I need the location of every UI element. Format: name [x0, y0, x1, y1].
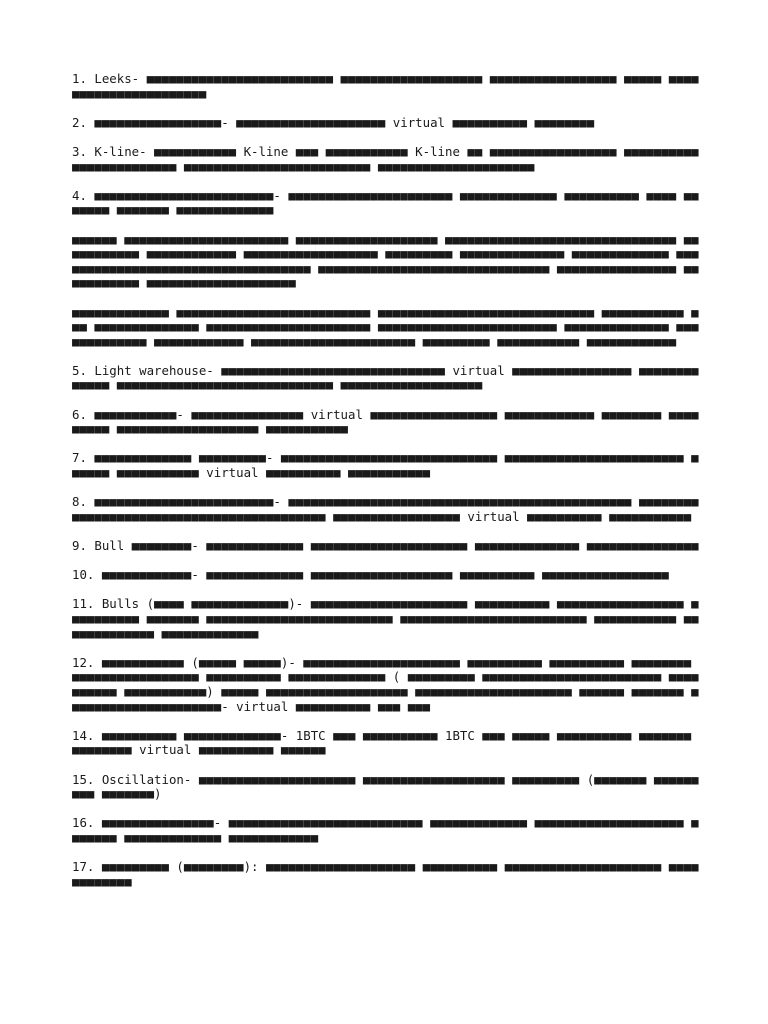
- paragraph-5: 5. Light warehouse- ■■■■■■■■■■■■■■■■■■■■■■■■■■■■■■ virtual ■■■■■■■■■■■■■■■■ ■■■■■■■■■■■■■ ■■■■■■■■■■■■■■■■■■■■■■■■■■■■■ ■■■■■■■■■■■■■■■■■■■: [72, 362, 699, 393]
- paragraph-12: 12. ■■■■■■■■■■■ (■■■■■ ■■■■■)- ■■■■■■■■■■■■■■■■■■■■■ ■■■■■■■■■■ ■■■■■■■■■■ ■■■■■■■■ ■■■■■■■■■■■■■■■■■ ■■■■■■■■■■ ■■■■■■■■■■■■■ ( ■■■■■■■■■ ■■■■■■■■■■■■■■■■■■■■■■■■ ■■■■■■■■■■ ■■■■■■■■■■■) ■■■■■ ■■■■■■■■■■■■■■■■■■■ ■■■■■■■■■■■■■■■■■■■■■ ■■■■■■ ■■■■■■■ ■■■■■■■■■■■■■■■■■■■■■- virtual ■■■■■■■■■■ ■■■ ■■■: [72, 654, 699, 714]
- paragraph-4: 4. ■■■■■■■■■■■■■■■■■■■■■■■■- ■■■■■■■■■■■■■■■■■■■■■■ ■■■■■■■■■■■■■ ■■■■■■■■■■ ■■■■ ■■■■■■■ ■■■■■■■ ■■■■■■■■■■■■■: [72, 187, 699, 218]
- paragraph-8: 8. ■■■■■■■■■■■■■■■■■■■■■■■■- ■■■■■■■■■■■■■■■■■■■■■■■■■■■■■■■■■■■■■■■■■■■■■■ ■■■■■■■■■■■■■■■■■■■■■■■■■■■■■■■■■■■■■■■■■■ ■■■■■■■■■■■■■■■■■ virtual ■■■■■■■■■■ ■■■■■■■■■■■: [72, 494, 699, 524]
- paragraph-15: 15. Oscillation- ■■■■■■■■■■■■■■■■■■■■■ ■■■■■■■■■■■■■■■■■■■ ■■■■■■■■■ (■■■■■■■ ■■■■■■■■■ ■■■■■■■): [72, 771, 699, 802]
- paragraph-7: 7. ■■■■■■■■■■■■■ ■■■■■■■■■- ■■■■■■■■■■■■■■■■■■■■■■■■■■■■■ ■■■■■■■■■■■■■■■■■■■■■■■■ ■■■■■■ ■■■■■■■■■■■ virtual ■■■■■■■■■■ ■■■■■■■■■■■: [72, 450, 699, 481]
- paragraph-16: 16. ■■■■■■■■■■■■■■■- ■■■■■■■■■■■■■■■■■■■■■■■■■■ ■■■■■■■■■■■■■ ■■■■■■■■■■■■■■■■■■■■ ■■■■■■■ ■■■■■■■■■■■■■ ■■■■■■■■■■■■: [72, 815, 699, 845]
- paragraph-4-continued-b: ■■■■■■■■■■■■■ ■■■■■■■■■■■■■■■■■■■■■■■■■■ ■■■■■■■■■■■■■■■■■■■■■■■■■■■■■ ■■■■■■■■■■■ ■■■ ■■■■■■■■■■■■■■ ■■■■■■■■■■■■■■■■■■■■■■ ■■■■■■■■■■■■■■■■■■■■■■■■ ■■■■■■■■■■■■■■ ■■■■■■■■■■■■■ ■■■■■■■■■■■■ ■■■■■■■■■■■■■■■■■■■■■■ ■■■■■■■■■ ■■■■■■■■■■■ ■■■■■■■■■■■■: [72, 304, 699, 349]
- paragraph-3: 3. K-line- ■■■■■■■■■■■ K-line ■■■ ■■■■■■■■■■■ K-line ■■ ■■■■■■■■■■■■■■■■■ ■■■■■■■■■■■■■■■■■■■■■■■■ ■■■■■■■■■■■■■■■■■■■■■■■■■ ■■■■■■■■■■■■■■■■■■■■■: [72, 143, 699, 174]
- paragraph-6: 6. ■■■■■■■■■■■- ■■■■■■■■■■■■■■■ virtual ■■■■■■■■■■■■■■■■■ ■■■■■■■■■■■■ ■■■■■■■■ ■■■■■■■■■ ■■■■■■■■■■■■■■■■■■■ ■■■■■■■■■■■: [72, 406, 699, 437]
- document-page: [72, 71, 707, 904]
- paragraph-10: 10. ■■■■■■■■■■■■- ■■■■■■■■■■■■■ ■■■■■■■■■■■■■■■■■■■ ■■■■■■■■■■ ■■■■■■■■■■■■■■■■■: [72, 567, 669, 583]
- paragraph-4-continued-a: ■■■■■■ ■■■■■■■■■■■■■■■■■■■■■■ ■■■■■■■■■■■■■■■■■■■ ■■■■■■■■■■■■■■■■■■■■■■■■■■■■■■■ ■■■■■■■■■■■ ■■■■■■■■■■■■ ■■■■■■■■■■■■■■■■■■ ■■■■■■■■■ ■■■■■■■■■■■■■■ ■■■■■■■■■■■■■ ■■■■■■■■■■■■■■■■■■■■■■■■■■■■■■■■■■■ ■■■■■■■■■■■■■■■■■■■■■■■■■■■■■■■ ■■■■■■■■■■■■■■■■ ■■■■■■■■■■■ ■■■■■■■■■■■■■■■■■■■■: [72, 231, 699, 291]
- paragraph-9: 9. Bull ■■■■■■■■- ■■■■■■■■■■■■■ ■■■■■■■■■■■■■■■■■■■■■ ■■■■■■■■■■■■■■ ■■■■■■■■■■■■■■■: [72, 538, 699, 553]
- paragraph-2: 2. ■■■■■■■■■■■■■■■■■- ■■■■■■■■■■■■■■■■■■■■ virtual ■■■■■■■■■■ ■■■■■■■■: [72, 114, 595, 130]
- paragraph-14: 14. ■■■■■■■■■■ ■■■■■■■■■■■■■- 1BTC ■■■ ■■■■■■■■■■ 1BTC ■■■ ■■■■■ ■■■■■■■■■■ ■■■■■■■ ■■■■■■■■ virtual ■■■■■■■■■■ ■■■■■■: [72, 727, 699, 758]
- paragraph-17: 17. ■■■■■■■■■ (■■■■■■■■): ■■■■■■■■■■■■■■■■■■■■ ■■■■■■■■■■ ■■■■■■■■■■■■■■■■■■■■■ ■■■■■■■■■■■■: [72, 859, 699, 889]
- paragraph-11: 11. Bulls (■■■■ ■■■■■■■■■■■■■)- ■■■■■■■■■■■■■■■■■■■■■ ■■■■■■■■■■ ■■■■■■■■■■■■■■■■■ ■■■■■■■■■■ ■■■■■■■ ■■■■■■■■■■■■■■■■■■■■■■■■■ ■■■■■■■■■■■■■■■■■■■■■■■■■ ■■■■■■■■■■■ ■■ ■■■■■■■■■■■ ■■■■■■■■■■■■■: [72, 596, 707, 641]
- paragraph-1: 1. Leeks- ■■■■■■■■■■■■■■■■■■■■■■■■■ ■■■■■■■■■■■■■■■■■■■ ■■■■■■■■■■■■■■■■■ ■■■■■ ■■■■■■■■■■■■■■■■■■■■■■: [72, 71, 699, 101]
